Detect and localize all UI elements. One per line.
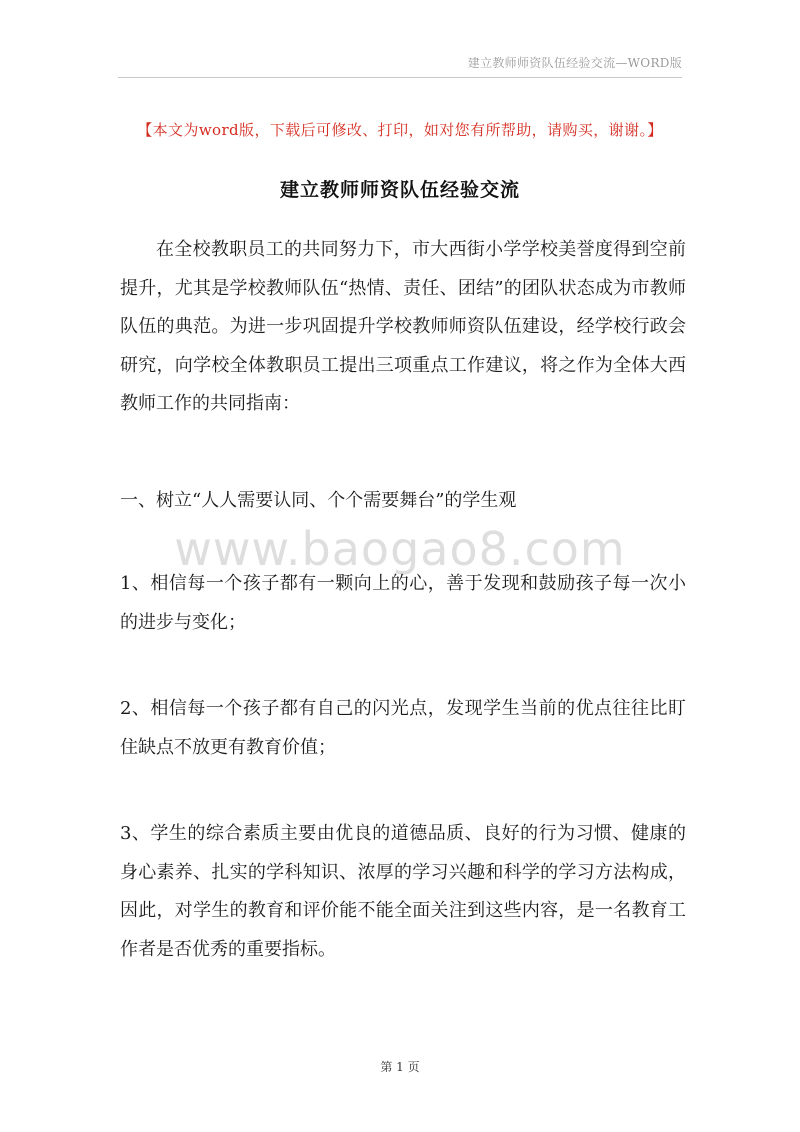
running-header: 建立教师师资队伍经验交流—WORD版 <box>467 56 682 70</box>
list-item-text: 3、学生的综合素质主要由优良的道德品质、良好的行为习惯、健康的身心素养、扎实的学科知识、浓厚的学习兴趣和科学的学习方法构成，因此，对学生的教育和评价能不能全面关注到这些内容，是一名教育工作者是否优秀的重要指标。 <box>120 823 686 960</box>
document-title: 建立教师师资队伍经验交流 <box>279 179 520 201</box>
list-item <box>120 565 686 642</box>
list-item <box>120 815 686 969</box>
header-divider <box>118 77 682 78</box>
intro-text: 在全校教职员工的共同努力下，市大西街小学学校美誉度得到空前提升，尤其是学校教师队伍“热情、责任、团结”的团队状态成为市教师队伍的典范。为进一步巩固提升学校教师师资队伍建设，经学校行政会研究，向学校全体教职员工提出三项重点工作建议，将之作为全体大西教师工作的共同指南： <box>120 239 686 414</box>
section-heading-1 <box>120 482 686 521</box>
watermark: www.baogao8.com <box>174 522 626 576</box>
list-item-text: 2、相信每一个孩子都有自己的闪光点，发现学生当前的优点往往比盯住缺点不放更有教育价值； <box>120 698 686 758</box>
list-item-text: 1、相信每一个孩子都有一颗向上的心，善于发现和鼓励孩子每一次小的进步与变化； <box>120 573 686 633</box>
download-notice: 【本文为word版，下载后可修改、打印，如对您有所帮助，请购买，谢谢。】 <box>137 121 663 139</box>
intro-paragraph <box>120 231 686 424</box>
page-number: 第 1 页 <box>380 1060 420 1074</box>
list-item <box>120 690 686 767</box>
section-heading-text: 一、树立“人人需要认同、个个需要舞台”的学生观 <box>120 490 517 511</box>
